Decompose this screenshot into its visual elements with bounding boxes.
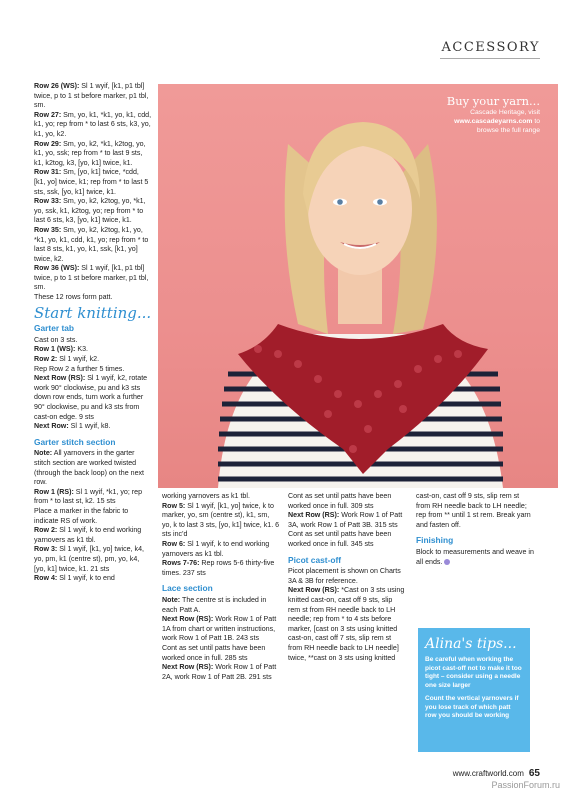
pattern-row-label: Row 31: [34, 168, 62, 177]
pattern-row-item [34, 111, 152, 140]
col3-row-text: Cont as set until patts have been worked once in full. 309 sts [288, 492, 392, 510]
pattern-row-text: Sl 1 wyif, [k1, p1 tbl] twice, p to 1 st before marker, p1 tbl, sm. [34, 264, 149, 292]
lace-row-item [162, 644, 280, 663]
garter-stitch-row-label: Row 3: [34, 545, 58, 554]
pattern-row-text: Sm, yo, k2, k2tog, k1, yo, *k1, yo, k1, cdd, k1, yo; rep from * to last 8 sts, k1, yo, k1, ssk, [k1, yo] twice, k2. [34, 225, 149, 263]
finishing-text-content: Block to measurements and weave in all ends. [416, 547, 534, 566]
col2-row-text: Rep rows 5-6 thirty-five times. 237 sts [162, 559, 275, 577]
page-number: 65 [528, 768, 540, 779]
garter-tab-row-text: Cast on 3 sts. [34, 335, 78, 344]
model-illustration [158, 84, 558, 488]
col2-row-item [162, 540, 280, 559]
buy-url-link[interactable]: www.cascadeyarns.com [454, 118, 533, 125]
pattern-row-text: Sm, yo, k2, k2tog, yo, *k1, yo, ssk, k1, k2tog, yo; rep from * to last 6 sts, k3, [yo, k1] twice, k1. [34, 197, 146, 225]
picot-rows-list [288, 567, 406, 663]
pattern-row-label: Row 35: [34, 225, 62, 234]
buy-line-3: browse the full range [476, 127, 540, 134]
header-rule [440, 58, 540, 59]
garter-tab-row-text: Sl 1 wyif, k8. [68, 422, 111, 431]
garter-stitch-row-item [34, 449, 152, 487]
garter-tab-row-item [34, 365, 152, 375]
garter-stitch-row-text: Place a marker in the fabric to indicate RS of work. [34, 506, 129, 525]
lace-row-label: Next Row (RS): [162, 615, 214, 624]
pattern-row-item [34, 293, 152, 303]
watermark: PassionForum.ru [491, 780, 560, 790]
garter-stitch-row-label: Row 1 (RS): [34, 487, 74, 496]
col2-row-text: working yarnovers as k1 tbl. [162, 492, 250, 500]
garter-stitch-row-text: All yarnovers in the garter stitch section are worked twisted (through the back loop) on the next row. [34, 449, 145, 487]
col4-row-item [416, 492, 534, 530]
col4-rows-list [416, 492, 534, 530]
lace-row-text: Work Row 1 of Patt 1A from chart or written instructions, work Row 1 of Patt 1B. 243 sts [162, 615, 277, 643]
tip-2: Count the vertical yarnovers if you lose track of which patt row you should be working [425, 695, 519, 719]
garter-tab-row-item [34, 374, 152, 422]
col2-row-text: Sl 1 wyif, [k1, yo] twice, k to marker, yo, sm (centre st), k1, sm, yo, k to last 3 sts, [yo, k1] twice, k1. 6 sts inc'd [162, 501, 280, 539]
pattern-row-label: Row 29: [34, 139, 62, 148]
footer-url[interactable]: www.craftworld.com [452, 769, 524, 778]
col2-row-item [162, 502, 280, 540]
garter-tab-row-label: Next Row (RS): [34, 374, 86, 383]
tips-title: Alina's tips... [425, 636, 517, 652]
picot-row-item [288, 567, 406, 586]
column-1 [34, 82, 152, 584]
lace-row-text: The centre st is included in each Patt A. [162, 595, 267, 614]
pattern-row-item [34, 82, 152, 111]
pattern-row-text: Sm, [yo, k1] twice, *cdd, [k1, yo] twice, k1; rep from * to last 5 sts, ssk, [yo, k1] twice, k1. [34, 168, 149, 196]
tips-box [418, 628, 530, 752]
lace-row-item [162, 663, 280, 682]
garter-tab-row-text: Sl 1 wyif, k2. [57, 355, 100, 364]
picot-row-label: Next Row (RS): [288, 586, 340, 595]
pattern-row-label: Row 27: [34, 110, 62, 119]
garter-tab-row-text: Rep Row 2 a further 5 times. [34, 364, 125, 373]
garter-stitch-row-text: Sl 1 wyif, k to end working yarnovers as k1 tbl. [34, 526, 142, 544]
col2-rows-list [162, 492, 280, 578]
lace-row-label: Note: [162, 595, 181, 604]
garter-tab-list [34, 336, 152, 432]
col3-row-text: Work Row 1 of Patt 3A, work Row 1 of Patt 3B. 315 sts [288, 511, 403, 529]
garter-stitch-row-item [34, 507, 152, 526]
garter-stitch-heading: Garter stitch section [34, 436, 116, 447]
garter-stitch-row-item [34, 526, 152, 545]
buy-yarn-box [400, 94, 540, 135]
col3-row-item [288, 492, 406, 511]
garter-tab-row-item [34, 345, 152, 355]
pattern-row-item [34, 197, 152, 226]
buy-line-2: to [532, 118, 540, 125]
pattern-row-item [34, 264, 152, 293]
garter-stitch-row-item [34, 488, 152, 507]
column-2 [162, 492, 280, 682]
lace-rows-list [162, 596, 280, 682]
garter-stitch-row-label: Note: [34, 449, 53, 458]
picot-row-item [288, 586, 406, 663]
garter-stitch-row-text: Sl 1 wyif, [k1, yo] twice, k4, yo, pm, k1 (centre st), pm, yo, k4, [yo, k1] twice, k1. 21 sts [34, 545, 144, 573]
col3-row-item [288, 511, 406, 530]
col2-row-text: Sl 1 wyif, k to end working yarnovers as k1 tbl. [162, 539, 270, 558]
buy-line-1: Cascade Heritage, visit [470, 109, 540, 116]
finishing-text [416, 548, 534, 567]
col4-row-text: cast-on, cast off 9 sts, slip rem st from RH needle back to LH needle; rep from ** until 1 st rem. Break yarn and fasten off. [416, 492, 531, 529]
garter-tab-row-label: Next Row: [34, 422, 69, 431]
lace-row-label: Next Row (RS): [162, 663, 214, 672]
col2-row-label: Row 5: [162, 501, 186, 510]
model-photo [158, 84, 558, 488]
garter-tab-heading: Garter tab [34, 323, 75, 334]
pattern-row-text: These 12 rows form patt. [34, 293, 113, 302]
garter-stitch-row-label: Row 2: [34, 526, 58, 535]
garter-tab-row-item [34, 336, 152, 346]
pattern-row-item [34, 140, 152, 169]
col2-row-label: Rows 7-76: [162, 559, 200, 568]
garter-tab-row-label: Row 2: [34, 355, 58, 364]
lace-row-text: Cont as set until patts have been worked once in full. 285 sts [162, 643, 266, 662]
pattern-row-label: Row 36 (WS): [34, 264, 80, 273]
buy-yarn-title: Buy your yarn... [446, 94, 540, 108]
garter-stitch-row-label: Row 4: [34, 574, 58, 583]
garter-tab-row-item [34, 422, 152, 432]
picot-row-text: Picot placement is shown on Charts 3A & 3B for reference. [288, 567, 401, 585]
lace-row-text: Work Row 1 of Patt 2A, work Row 1 of Patt 2B. 291 sts [162, 663, 277, 681]
garter-tab-row-text: Sl 1 wyif, k2, rotate work 90° clockwise, pu and k3 sts down row ends, turn work a further 90° clockwise, pu and k3 sts from cast-on edge. 9 sts [34, 374, 148, 421]
col2-row-label: Row 6: [162, 539, 186, 548]
start-knitting-heading: Start knitting... [34, 303, 152, 322]
pattern-rows-list [34, 82, 152, 303]
col3-rows-list [288, 492, 406, 550]
col2-row-item [162, 492, 280, 502]
picot-heading: Picot cast-off [288, 554, 342, 565]
footer [453, 768, 540, 779]
garter-tab-row-text: K3. [75, 345, 88, 354]
pattern-row-item [34, 168, 152, 197]
garter-tab-row-item [34, 355, 152, 365]
buy-yarn-text [400, 108, 540, 135]
pattern-row-text: Sm, yo, k2, *k1, k2tog, yo, k1, yo, ssk; rep from * to last 9 sts, k1, k2tog, k3, [yo, k1] twice, k1. [34, 139, 146, 167]
col3-row-text: Cont as set until patts have been worked once in full. 345 sts [288, 530, 392, 548]
col2-row-item [162, 559, 280, 578]
pattern-row-text: Sl 1 wyif, [k1, p1 tbl] twice, p to 1 st before marker, p1 tbl, sm. [34, 82, 149, 110]
garter-stitch-row-text: Sl 1 wyif, k to end [57, 574, 115, 583]
column-4 [416, 492, 534, 567]
garter-stitch-row-text: Sl 1 wyif, *k1, yo; rep from * to last st, k2. 15 sts [34, 487, 143, 506]
col3-row-item [288, 530, 406, 549]
column-3 [288, 492, 406, 663]
tip-1: Be careful when working the picot cast-off not to make it too tight – consider using a needle one size larger [425, 656, 522, 689]
lace-section-heading: Lace section [162, 583, 213, 594]
pattern-row-label: Row 33: [34, 197, 62, 206]
pattern-row-item [34, 226, 152, 264]
pattern-row-text: Sm, yo, k1, *k1, yo, k1, cdd, k1, yo; rep from * to last 6 sts, k3, yo, k1, yo, k2. [34, 110, 152, 138]
lace-row-item [162, 596, 280, 615]
end-dot-icon [444, 559, 450, 565]
picot-row-text: *Cast on 3 sts using knitted cast-on, cast off 9 sts, slip rem st from RH needle back to LH needle; rep from * to 4 sts before marker, [cast on 3 sts using knitted cast-on, cast off 7 sts, slip rem st from RH needle back to LH needle] twice, **cast on 3 sts using knitted [288, 586, 405, 662]
pattern-row-label: Row 26 (WS): [34, 82, 80, 90]
garter-stitch-list [34, 449, 152, 583]
garter-stitch-row-item [34, 545, 152, 574]
garter-stitch-row-item [34, 574, 152, 584]
section-title: ACCESSORY [441, 40, 540, 55]
lace-row-item [162, 615, 280, 644]
garter-tab-row-label: Row 1 (WS): [34, 345, 76, 354]
col3-row-label: Next Row (RS): [288, 511, 340, 520]
finishing-heading: Finishing [416, 535, 454, 546]
